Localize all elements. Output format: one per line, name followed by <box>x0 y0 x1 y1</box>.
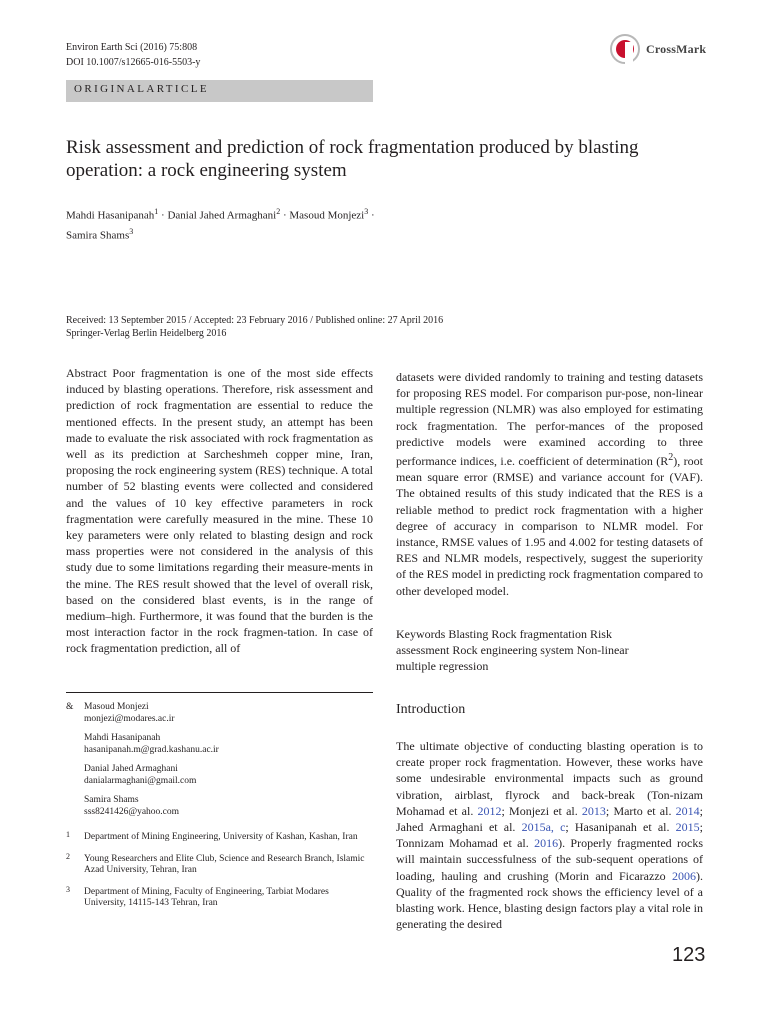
contact-email[interactable]: hasanipanah.m@grad.kashanu.ac.ir <box>84 744 219 755</box>
journal-meta <box>66 40 200 70</box>
author-name[interactable]: Samira Shams <box>66 229 130 242</box>
affiliation-text: Young Researchers and Elite Club, Science and Research Branch, Islamic Azad University, Tehran, Iran <box>84 853 365 875</box>
contact-name: Masoud Monjezi <box>84 702 149 712</box>
citation-link[interactable]: 2014 <box>675 803 700 818</box>
citation-link[interactable]: 2016 <box>534 836 559 851</box>
citation-link[interactable]: 2015a, c <box>521 820 566 835</box>
author-list: Mahdi Hasanipanah$^1$ · Danial Jahed Armaghani$^2$ · Masoud Monjezi$^3$ · Samira Shams$^3$ <box>66 207 375 242</box>
contact-email[interactable]: sss8241426@yahoo.com <box>84 806 180 817</box>
publisher-line: Springer-Verlag Berlin Heidelberg 2016 <box>66 328 227 339</box>
contact-email[interactable]: danialarmaghani@gmail.com <box>84 775 197 786</box>
contact-entry <box>66 702 373 725</box>
page-number: 123 <box>672 944 706 966</box>
crossmark-label: CrossMark <box>646 41 707 56</box>
introduction-paragraph: The ultimate objective of conducting blasting operation is to create proper rock fragmentation. However, these works have some undesirable environmental impacts such as ground vibration, airblast, flyrock and back-break (Ton-nizam Mohamad et al. 2012; Monjezi et al. 2013; Marto et al. 2014; Jahed Armaghani et al. 2015a, c; Hasanipanah et al. 2015; Tonnizam Mohamad et al. 2016). Properly fragmented rocks will maintain successfulness of the sub-sequent operations of loading, hauling and crushing (Morin and Ficarazzo 2006). Quality of the fragmented rock shows the efficiency level of a blasting work. Hence, blasting design factors play a vital role in generating the desired <box>396 739 703 932</box>
citation-link[interactable]: 2015 <box>675 820 700 835</box>
article-type-label: ORIGINALARTICLE <box>74 83 209 95</box>
author-affiliation-mark: 2 <box>276 207 281 216</box>
introduction-heading: Introduction <box>396 702 466 717</box>
journal-citation: Environ Earth Sci (2016) 75:808 <box>66 42 198 53</box>
contact-email[interactable]: monjezi@modares.ac.ir <box>84 713 175 724</box>
author-affiliation-mark: 3 <box>129 226 134 236</box>
publication-dates <box>66 314 706 340</box>
author-name[interactable]: Danial Jahed Armaghani <box>167 209 277 222</box>
affiliation-text: Department of Mining, Faculty of Engineering, Tarbiat Modares University, 14115-143 Tehran, Iran <box>84 886 329 908</box>
contact-name: Samira Shams <box>84 795 139 805</box>
abstract-left-column: Abstract Poor fragmentation is one of the most side effects induced by blasting operations. Therefore, risk assessment and prediction of rock fragmentation are essential to reduce the mentioned effects. In the present study, an attempt has been made to evaluate the risk associated with rock fragmentation as well as its prediction at Sarcheshmeh copper mine, Iran, proposing the rock engineering system (RES) technique. A total number of 52 blasting events were collected and considered and the values of 10 key effective parameters in rock fragmentation were carefully measured in the mine. These 10 key parameters were only related to blasting design and rock mass properties were not considered in the analysis of this study due to some limitations regarding their measure-ments in the mine. The RES result showed that the level of overall risk, based on the considered blast events, is in the range of medium–high. Furthermore, it was found that the burden is the most interaction factor in the rock fragmen-tation. In case of rock fragmentation prediction, all of <box>66 366 373 656</box>
citation-link[interactable]: 2013 <box>581 803 606 818</box>
author-name[interactable]: Masoud Monjezi <box>289 209 365 222</box>
crossmark-badge[interactable] <box>610 32 720 66</box>
affiliation-entry <box>66 851 373 877</box>
article-type-band <box>66 80 373 102</box>
contact-entry <box>66 764 373 787</box>
affiliation-number: 2 <box>66 851 70 861</box>
affiliation-number: 1 <box>66 830 70 839</box>
corresponding-author-mark: & <box>66 702 74 712</box>
doi: DOI 10.1007/s12665-016-5503-y <box>66 57 201 68</box>
citation-link[interactable]: 2012 <box>477 803 502 818</box>
crossmark-icon <box>610 34 640 64</box>
correspondence-block <box>66 702 373 918</box>
contact-entry <box>66 795 373 818</box>
footnote-divider <box>66 692 373 693</box>
contact-name: Danial Jahed Armaghani <box>84 764 178 774</box>
affiliation-entry <box>66 884 373 910</box>
citation-link[interactable]: 2006 <box>672 868 696 883</box>
contact-name: Mahdi Hasanipanah <box>84 733 161 743</box>
affiliation-number: 3 <box>66 884 70 894</box>
author-affiliation-mark: 1 <box>154 207 159 216</box>
contact-entry <box>66 733 373 756</box>
paper-title: Risk assessment and prediction of rock fragmentation produced by blasting operation: a rock engineering system <box>66 137 639 181</box>
author-affiliation-mark: 3 <box>364 207 369 216</box>
abstract-right-column: datasets were divided randomly to training and testing datasets for proposing RES model. For comparison pur-pose, non-linear multiple regression (NLMR) was also employed for estimating rock fragmentation. The perfor-mances of the proposed predictive models were examined according to three performance indices, i.e. coefficient of determination $(R^2)$, root mean square error (RMSE) and variance account for (VAF). The obtained results of this study indicated that the RES is a reliable method to predict rock fragmentation with a higher degree of accuracy in comparison to NLMR model. For instance, RMSE values of 1.95 and 4.002 for testing datasets of RES and NLMR models, respectively, suggest the superiority of the RES model in predicting rock fragmentation compared to other developed model. <box>396 370 704 598</box>
author-name[interactable]: Mahdi Hasanipanah <box>66 209 155 222</box>
received-line: Received: 13 September 2015 / Accepted: 23 February 2016 / Published online: 27 April 2016 <box>66 315 444 326</box>
keywords: Keywords Blasting Rock fragmentation Risk assessment Rock engineering system Non-linear multiple regression <box>396 627 629 674</box>
affiliation-text: Department of Mining Engineering, University of Kashan, Kashan, Iran <box>84 832 358 842</box>
affiliation-entry <box>66 832 373 844</box>
